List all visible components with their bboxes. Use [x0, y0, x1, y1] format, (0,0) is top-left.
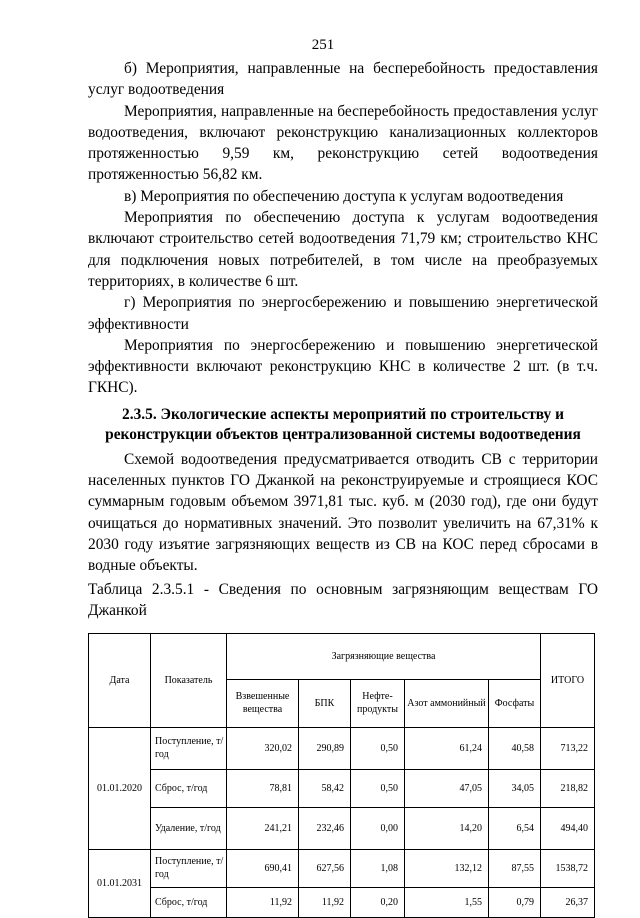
cell-oil: 0,20 [351, 887, 405, 917]
row-indicator: Поступление, т/год [151, 849, 227, 887]
cell-suspended: 11,92 [227, 887, 299, 917]
header-date: Дата [89, 633, 151, 727]
cell-ammonium: 132,12 [405, 849, 489, 887]
cell-suspended: 690,41 [227, 849, 299, 887]
cell-total: 713,22 [541, 727, 595, 769]
section-paragraph: Схемой водоотведения предусматривается отводить СВ с территории населенных пунктов ГО Джанкой на реконструируемые и строящиеся КОС суммарным годовым объемом 3971,81 тыс. куб. м (2030 год), где они будут очищаться до нормативных значений. Это позволит увеличить на 67,31% к 2030 году изъятие загрязняющих веществ из СВ на КОС перед сбросами в водные объекты. [88, 450, 598, 575]
cell-phosphates: 34,05 [489, 769, 541, 807]
cell-ammonium: 47,05 [405, 769, 489, 807]
cell-oil: 0,50 [351, 769, 405, 807]
cell-suspended: 241,21 [227, 807, 299, 849]
cell-total: 26,37 [541, 887, 595, 917]
cell-suspended: 320,02 [227, 727, 299, 769]
group-date: 01.01.2031 [89, 849, 151, 917]
cell-ammonium: 14,20 [405, 807, 489, 849]
paragraph-d-body: Мероприятия по энергосбережению и повышению энергетической эффективности включают реконструкцию КНС в количестве 2 шт. (в т.ч. ГКНС). [88, 336, 598, 397]
row-indicator: Удаление, т/год [151, 807, 227, 849]
table-row [89, 807, 595, 849]
section-heading: 2.3.5. Экологические аспекты мероприятий по строительству и реконструкции объектов централизованной системы водоотведения [105, 405, 581, 443]
cell-phosphates: 40,58 [489, 727, 541, 769]
table-caption: Таблица 2.3.5.1 - Сведения по основным загрязняющим веществам ГО Джанкой [88, 580, 598, 619]
header-indicator: Показатель [151, 633, 227, 727]
paragraph-b-body: Мероприятия, направленные на бесперебойность предоставления услуг водоотведения, включают реконструкцию канализационных коллекторов протяженностью 9,59 км, реконструкцию сетей водоотведения протяженностью 56,82 км. [88, 102, 598, 184]
paragraph-d-heading: г) Мероприятия по энергосбережению и повышению энергетической эффективности [88, 294, 598, 333]
paragraph-b-heading: б) Мероприятия, направленные на бесперебойность предоставления услуг водоотведения [88, 60, 598, 99]
cell-phosphates: 6,54 [489, 807, 541, 849]
cell-bpk: 627,56 [299, 849, 351, 887]
table-row [89, 769, 595, 807]
cell-phosphates: 87,55 [489, 849, 541, 887]
header-oil: Нефте-продукты [351, 679, 405, 727]
header-suspended: Взвешенные вещества [227, 679, 299, 727]
pollutants-table [88, 633, 595, 918]
paragraph-c-heading: в) Мероприятия по обеспечению доступа к услугам водоотведения [124, 187, 564, 205]
group-date: 01.01.2020 [89, 727, 151, 849]
cell-phosphates: 0,79 [489, 887, 541, 917]
cell-ammonium: 61,24 [405, 727, 489, 769]
paragraph-c-body: Мероприятия по обеспечению доступа к услугам водоотведения включают строительство сетей водоотведения 71,79 км; строительство КНС для подключения новых потребителей, в том числе на преобразуемых территориях, в количестве 6 шт. [88, 209, 598, 290]
cell-total: 1538,72 [541, 849, 595, 887]
cell-bpk: 290,89 [299, 727, 351, 769]
header-bpk: БПК [299, 679, 351, 727]
header-total: ИТОГО [541, 633, 595, 727]
table-row [89, 727, 595, 769]
row-indicator: Сброс, т/год [151, 769, 227, 807]
row-indicator: Поступление, т/год [151, 727, 227, 769]
header-ammonium: Азот аммонийный [405, 679, 489, 727]
row-indicator: Сброс, т/год [151, 887, 227, 917]
table-row [89, 887, 595, 917]
cell-total: 218,82 [541, 769, 595, 807]
cell-ammonium: 1,55 [405, 887, 489, 917]
cell-oil: 0,00 [351, 807, 405, 849]
header-pollutants: Загрязняющие вещества [227, 633, 541, 679]
cell-bpk: 11,92 [299, 887, 351, 917]
cell-total: 494,40 [541, 807, 595, 849]
cell-bpk: 58,42 [299, 769, 351, 807]
cell-oil: 1,08 [351, 849, 405, 887]
header-phosphates: Фосфаты [489, 679, 541, 727]
table-row [89, 849, 595, 887]
page-number: 251 [311, 37, 335, 53]
cell-oil: 0,50 [351, 727, 405, 769]
cell-suspended: 78,81 [227, 769, 299, 807]
cell-bpk: 232,46 [299, 807, 351, 849]
